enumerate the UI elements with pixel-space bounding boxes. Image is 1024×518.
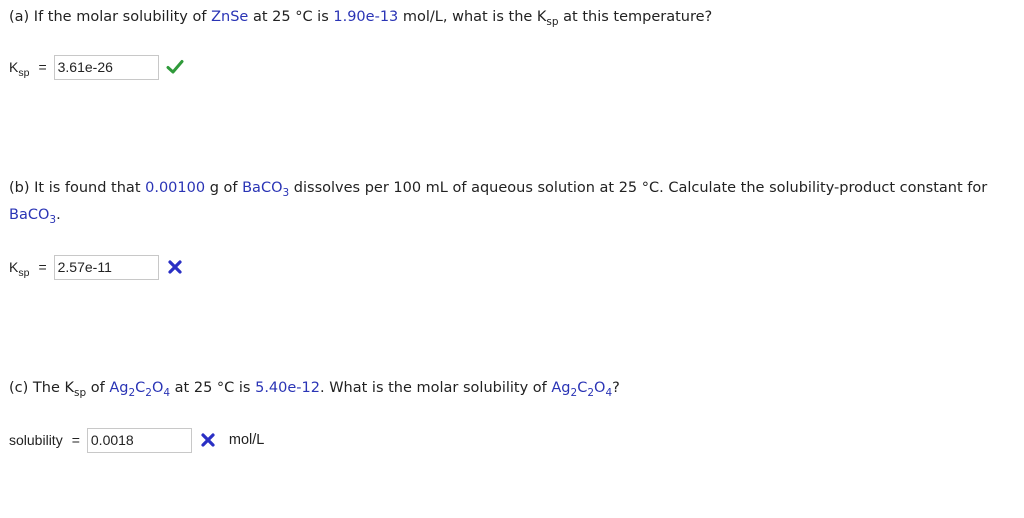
- question-text: ?: [612, 380, 620, 396]
- question-b-text: [9, 175, 987, 229]
- question-text: (a) If the molar solubility of: [9, 9, 212, 25]
- compound-ag2c2o4: $Ag_2C_2O_4$: [109, 380, 171, 399]
- compound-znse: ZnSe: [211, 9, 249, 25]
- ksp-value: 5.40e-12: [255, 380, 320, 396]
- compound-baco3: BaCO$_3$: [242, 180, 290, 199]
- compound-baco3: BaCO$_3$: [9, 207, 57, 226]
- equals-sign: =: [38, 259, 47, 275]
- unit-label: mol/L: [228, 432, 265, 448]
- question-text: (b) It is found that: [9, 180, 146, 196]
- question-text: at 25 °C is: [170, 380, 256, 396]
- ksp-label: $K_{sp}$: [9, 59, 30, 79]
- question-text: .: [56, 207, 61, 223]
- question-text: mol/L, what is the K: [398, 9, 547, 25]
- equals-sign: =: [71, 432, 80, 448]
- question-a-text: [9, 4, 712, 31]
- ksp-answer-input-b[interactable]: [54, 255, 159, 280]
- checkmark-icon: [166, 58, 184, 76]
- question-text: . What is the molar solubility of: [319, 380, 552, 396]
- answer-row-c: [9, 427, 264, 453]
- question-text: at this temperature?: [558, 9, 713, 25]
- ksp-subscript: sp: [546, 16, 559, 28]
- question-c-text: [9, 375, 620, 402]
- equals-sign: =: [38, 59, 47, 75]
- ksp-subscript: sp: [73, 387, 87, 399]
- question-text: dissolves per 100 mL of aqueous solution at 25 °C. Calculate the solubility-product constant for: [289, 180, 988, 196]
- solubility-label: solubility: [9, 432, 63, 448]
- solubility-answer-input[interactable]: [87, 428, 192, 453]
- question-text: of: [86, 380, 110, 396]
- x-mark-icon: [199, 431, 217, 449]
- ksp-label: $K_{sp}$: [9, 259, 30, 279]
- compound-ag2c2o4: $Ag_2C_2O_4$: [551, 380, 613, 399]
- x-mark-icon: [166, 258, 184, 276]
- answer-row-b: [9, 254, 184, 280]
- mass-value: 0.00100: [145, 180, 206, 196]
- question-text: (c) The K: [9, 380, 74, 396]
- question-text: at 25 °C is: [248, 9, 334, 25]
- molar-solubility-value: 1.90e-13: [333, 9, 399, 25]
- answer-row-a: [9, 54, 184, 80]
- question-text: g of: [205, 180, 243, 196]
- ksp-answer-input-a[interactable]: [54, 55, 159, 80]
